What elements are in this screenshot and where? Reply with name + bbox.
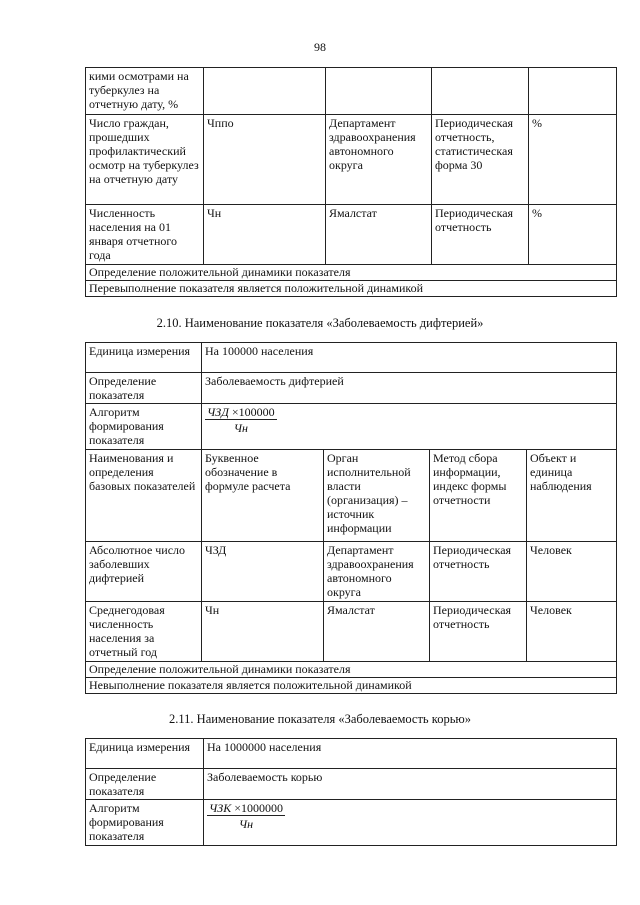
unit-label: Единица измерения [86, 739, 204, 769]
formula-denominator: Чн [238, 817, 254, 831]
formula-numerator: ЧЗД [207, 405, 229, 419]
definition-value: Заболеваемость корью [204, 769, 617, 800]
table-row [86, 800, 617, 846]
table-measles [85, 738, 617, 846]
table-row [86, 678, 617, 694]
table-cell [529, 68, 617, 115]
table-row [86, 68, 617, 115]
formula: $\frac{\text{ЧЗК ×1000000}}{Чн}$ [209, 801, 283, 831]
table-header-row [86, 450, 617, 542]
unit-value: На 1000000 населения [204, 739, 617, 769]
table-cell: Департамент здравоохранения автономного округа [326, 115, 432, 205]
table-cell: % [529, 205, 617, 265]
table-cell: Среднегодовая численность населения за отчетный год [86, 602, 202, 662]
positive-dynamics-label: Определение положительной динамики показателя [86, 662, 617, 678]
formula-multiplier: 100000 [238, 405, 275, 419]
table-cell [432, 68, 529, 115]
table-row [86, 373, 617, 404]
header-cell: Буквенное обозначение в формуле расчета [202, 450, 324, 542]
table-row [86, 265, 617, 281]
table-cell: Человек [527, 542, 617, 602]
table-diphtheria [85, 342, 617, 694]
table-cell: Человек [527, 602, 617, 662]
table-cell: Численность населения на 01 января отчетного года [86, 205, 204, 265]
algorithm-formula [204, 800, 617, 846]
table-cell: Периодическая отчетность [430, 542, 527, 602]
formula-denominator: Чн [233, 421, 248, 435]
table-cell [204, 68, 326, 115]
table-row [86, 404, 617, 450]
table-cell: Ямалстат [324, 602, 430, 662]
table-row [86, 602, 617, 662]
positive-dynamics-value: Перевыполнение показателя является положительной динамикой [86, 281, 617, 297]
unit-label: Единица измерения [86, 343, 202, 373]
table-cell: % [529, 115, 617, 205]
header-cell: Метод сбора информации, индекс формы отчетности [430, 450, 527, 542]
section-title-2-11: 2.11. Наименование показателя «Заболеваемость корью» [169, 712, 471, 726]
unit-value: На 100000 населения [202, 343, 617, 373]
table-cell [326, 68, 432, 115]
header-cell: Орган исполнительной власти (организация) – источник информации [324, 450, 430, 542]
positive-dynamics-label: Определение положительной динамики показателя [86, 265, 617, 281]
definition-value: Заболеваемость дифтерией [202, 373, 617, 404]
table-cell: Периодическая отчетность, статистическая форма 30 [432, 115, 529, 205]
formula: $\frac{\text{ЧЗД ×100000}}{Чн}$ [207, 405, 275, 435]
table-cell: Чппо [204, 115, 326, 205]
table-row [86, 739, 617, 769]
table-row [86, 542, 617, 602]
table-continuation [85, 67, 617, 297]
table-row [86, 769, 617, 800]
table-cell: Чн [202, 602, 324, 662]
table-cell: ЧЗД [202, 542, 324, 602]
table-row [86, 281, 617, 297]
table-row [86, 115, 617, 205]
table-row [86, 343, 617, 373]
section-title-2-10: 2.10. Наименование показателя «Заболеваемость дифтерией» [156, 316, 484, 330]
formula-multiplier: 1000000 [240, 801, 283, 815]
table-cell: Число граждан, прошедших профилактический осмотр на туберкулез на отчетную дату [86, 115, 204, 205]
table-cell: Периодическая отчетность [430, 602, 527, 662]
table-row [86, 205, 617, 265]
table-cell: Абсолютное число заболевших дифтерией [86, 542, 202, 602]
table-cell: Чн [204, 205, 326, 265]
table-cell: Департамент здравоохранения автономного округа [324, 542, 430, 602]
formula-numerator: ЧЗК [209, 801, 232, 815]
page-number: 98 [314, 40, 326, 54]
definition-label: Определение показателя [86, 769, 204, 800]
algorithm-label: Алгоритм формирования показателя [86, 404, 202, 450]
header-cell: Объект и единица наблюдения [527, 450, 617, 542]
table-row [86, 662, 617, 678]
definition-label: Определение показателя [86, 373, 202, 404]
header-cell: Наименования и определения базовых показателей [86, 450, 202, 542]
table-cell: кими осмотрами на туберкулез на отчетную дату, % [86, 68, 204, 115]
algorithm-formula [202, 404, 617, 450]
positive-dynamics-value: Невыполнение показателя является положительной динамикой [86, 678, 617, 694]
algorithm-label: Алгоритм формирования показателя [86, 800, 204, 846]
table-cell: Ямалстат [326, 205, 432, 265]
table-cell: Периодическая отчетность [432, 205, 529, 265]
